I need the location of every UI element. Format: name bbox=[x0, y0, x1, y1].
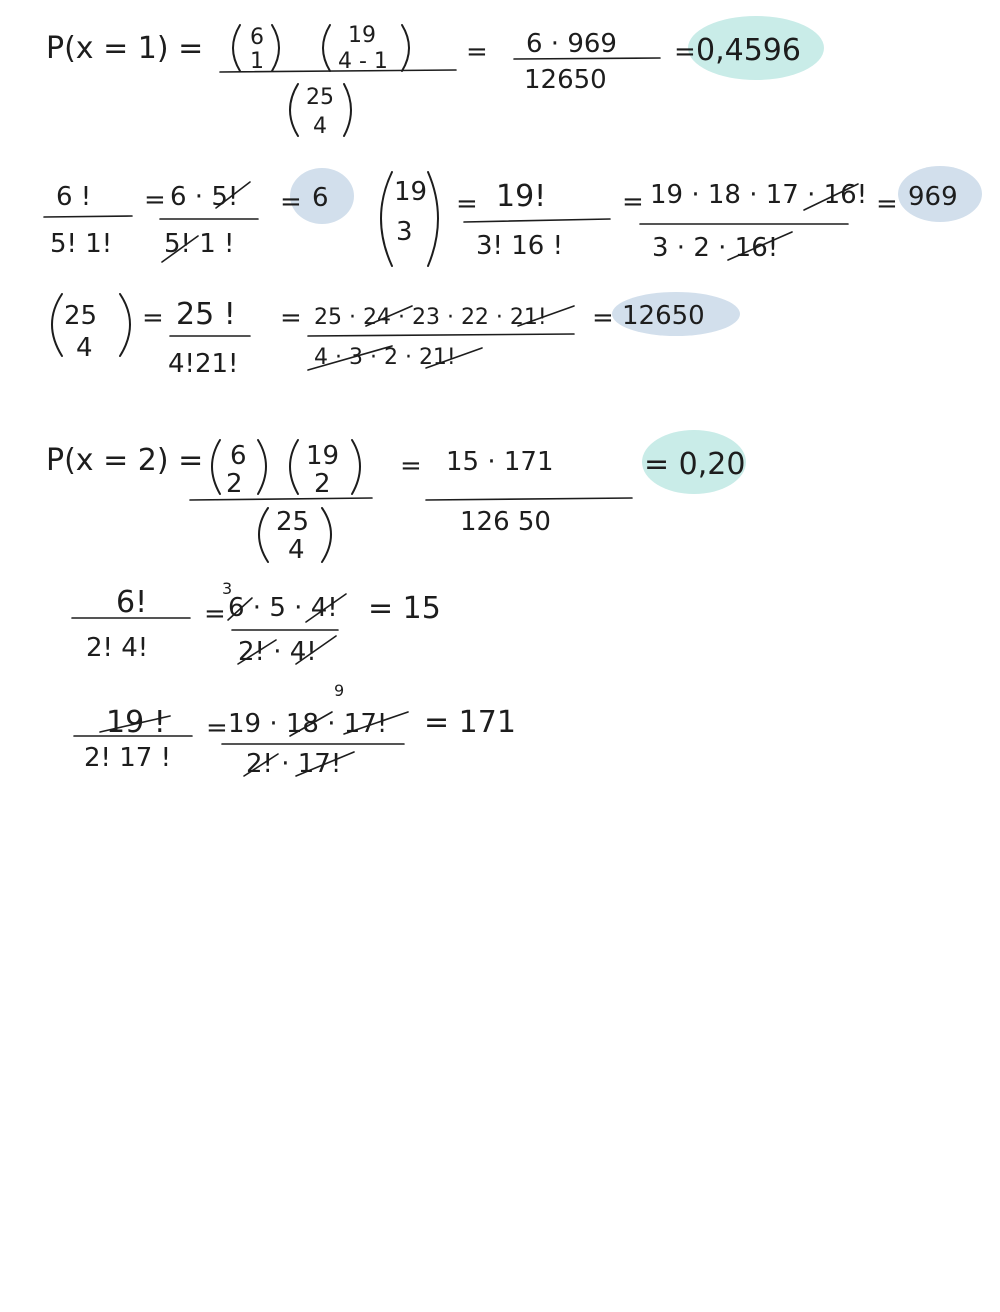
fraction-bar bbox=[308, 334, 574, 336]
equals-sign: = bbox=[204, 599, 226, 629]
equals-sign: = bbox=[144, 185, 166, 215]
result-value: 6 bbox=[312, 183, 329, 213]
equals-sign: = bbox=[876, 189, 898, 219]
result-value: 969 bbox=[908, 182, 958, 212]
binomial-25-4-block bbox=[52, 292, 740, 379]
fraction-bar bbox=[44, 216, 132, 217]
p-x1-label: P(x = 1) = bbox=[46, 31, 204, 66]
fraction-numerator: 19 · 18 · 17! bbox=[228, 709, 388, 739]
fraction-numerator: 25 ! bbox=[176, 297, 236, 332]
p-x-equals-2-block bbox=[46, 430, 746, 565]
fraction-numerator: 6 ! bbox=[56, 182, 92, 212]
fraction-bar bbox=[426, 498, 632, 500]
fraction-denominator: 12650 bbox=[524, 65, 607, 95]
equals-sign: = bbox=[622, 187, 644, 217]
result-value: = 0,20 bbox=[644, 447, 746, 482]
equals-sign: = bbox=[592, 303, 614, 333]
fraction-denominator: 2! 17 ! bbox=[84, 743, 172, 773]
fraction-numerator: 15 · 171 bbox=[446, 447, 554, 477]
binom-top: 6 bbox=[250, 25, 264, 50]
fraction-numerator: 19 · 18 · 17 · 16! bbox=[650, 180, 868, 210]
equals-sign: = bbox=[280, 187, 302, 217]
fraction-denominator: 5! 1! bbox=[50, 229, 113, 259]
fraction-denominator: 2! · 17! bbox=[246, 749, 342, 779]
binom-paren bbox=[428, 172, 438, 266]
binom-paren bbox=[344, 84, 351, 136]
result-value: = 171 bbox=[424, 705, 516, 740]
binomial-6-1-and-19-3-block bbox=[44, 166, 982, 266]
binom-paren bbox=[120, 294, 130, 356]
binom-bottom: 4 bbox=[76, 333, 93, 363]
equals-sign: = bbox=[206, 713, 228, 743]
fraction-numerator: 6 · 5 · 4! bbox=[228, 593, 338, 623]
fraction-denominator: 4!21! bbox=[168, 349, 239, 379]
p-x-equals-1-block bbox=[46, 16, 824, 139]
binomial-19-2-block bbox=[74, 681, 516, 779]
binom-top: 6 bbox=[230, 441, 247, 471]
result-value: 12650 bbox=[622, 301, 705, 331]
binom-paren bbox=[352, 440, 360, 494]
fraction-numerator: 19! bbox=[496, 179, 547, 214]
equals-sign: = bbox=[674, 37, 696, 67]
binom-paren bbox=[272, 25, 279, 71]
fraction-denominator: 4 · 3 · 2 · 21! bbox=[314, 345, 456, 370]
p-x2-label: P(x = 2) = bbox=[46, 443, 204, 478]
binomial-6-2-block bbox=[72, 579, 441, 667]
binom-paren bbox=[52, 294, 62, 356]
fraction-bar bbox=[190, 498, 372, 500]
equals-sign: = bbox=[456, 189, 478, 219]
binom-top: 25 bbox=[306, 85, 334, 110]
fraction-denominator: 126 50 bbox=[460, 507, 551, 537]
fraction-numerator: 19 ! bbox=[106, 705, 166, 740]
result-value: 0,4596 bbox=[696, 33, 801, 68]
binom-paren bbox=[323, 25, 330, 71]
fraction-bar bbox=[464, 219, 610, 222]
equals-sign: = bbox=[142, 303, 164, 333]
binom-paren bbox=[233, 25, 240, 71]
fraction-numerator: 6 · 969 bbox=[526, 29, 617, 59]
reduced-value: 3 bbox=[222, 579, 233, 598]
fraction-bar bbox=[514, 58, 660, 59]
binom-bottom: 4 bbox=[288, 535, 305, 565]
binom-bottom: 4 - 1 bbox=[338, 49, 388, 74]
fraction-denominator: 2! 4! bbox=[86, 633, 149, 663]
binom-paren bbox=[290, 440, 298, 494]
binom-bottom: 2 bbox=[226, 469, 243, 499]
equals-sign: = bbox=[280, 303, 302, 333]
binom-paren bbox=[402, 25, 409, 71]
binom-top: 19 bbox=[348, 23, 376, 48]
binom-top: 25 bbox=[276, 507, 310, 537]
fraction-numerator: 6 · 5! bbox=[170, 182, 239, 212]
fraction-numerator: 6! bbox=[116, 585, 148, 620]
reduced-value: 9 bbox=[334, 681, 345, 700]
binom-paren bbox=[322, 508, 331, 562]
fraction-denominator: 5! 1 ! bbox=[164, 229, 235, 259]
binom-bottom: 1 bbox=[250, 49, 264, 74]
binom-top: 25 bbox=[64, 301, 98, 331]
fraction-denominator: 3! 16 ! bbox=[476, 231, 564, 261]
binom-bottom: 4 bbox=[313, 114, 327, 139]
binom-paren bbox=[381, 172, 392, 266]
binom-top: 19 bbox=[306, 441, 340, 471]
equals-sign: = bbox=[466, 37, 488, 67]
binom-paren bbox=[259, 508, 268, 562]
binom-bottom: 3 bbox=[396, 217, 413, 247]
fraction-denominator: 3 · 2 · 16! bbox=[652, 233, 779, 263]
binom-paren bbox=[290, 84, 298, 136]
result-value: = 15 bbox=[368, 591, 441, 626]
binom-bottom: 2 bbox=[314, 469, 331, 499]
fraction-numerator: 25 · 24 · 23 · 22 · 21! bbox=[314, 305, 547, 330]
fraction-denominator: 2! · 4! bbox=[238, 637, 317, 667]
binom-top: 19 bbox=[394, 177, 428, 207]
binom-paren bbox=[258, 440, 266, 494]
equals-sign: = bbox=[400, 451, 422, 481]
binom-paren bbox=[212, 440, 220, 494]
